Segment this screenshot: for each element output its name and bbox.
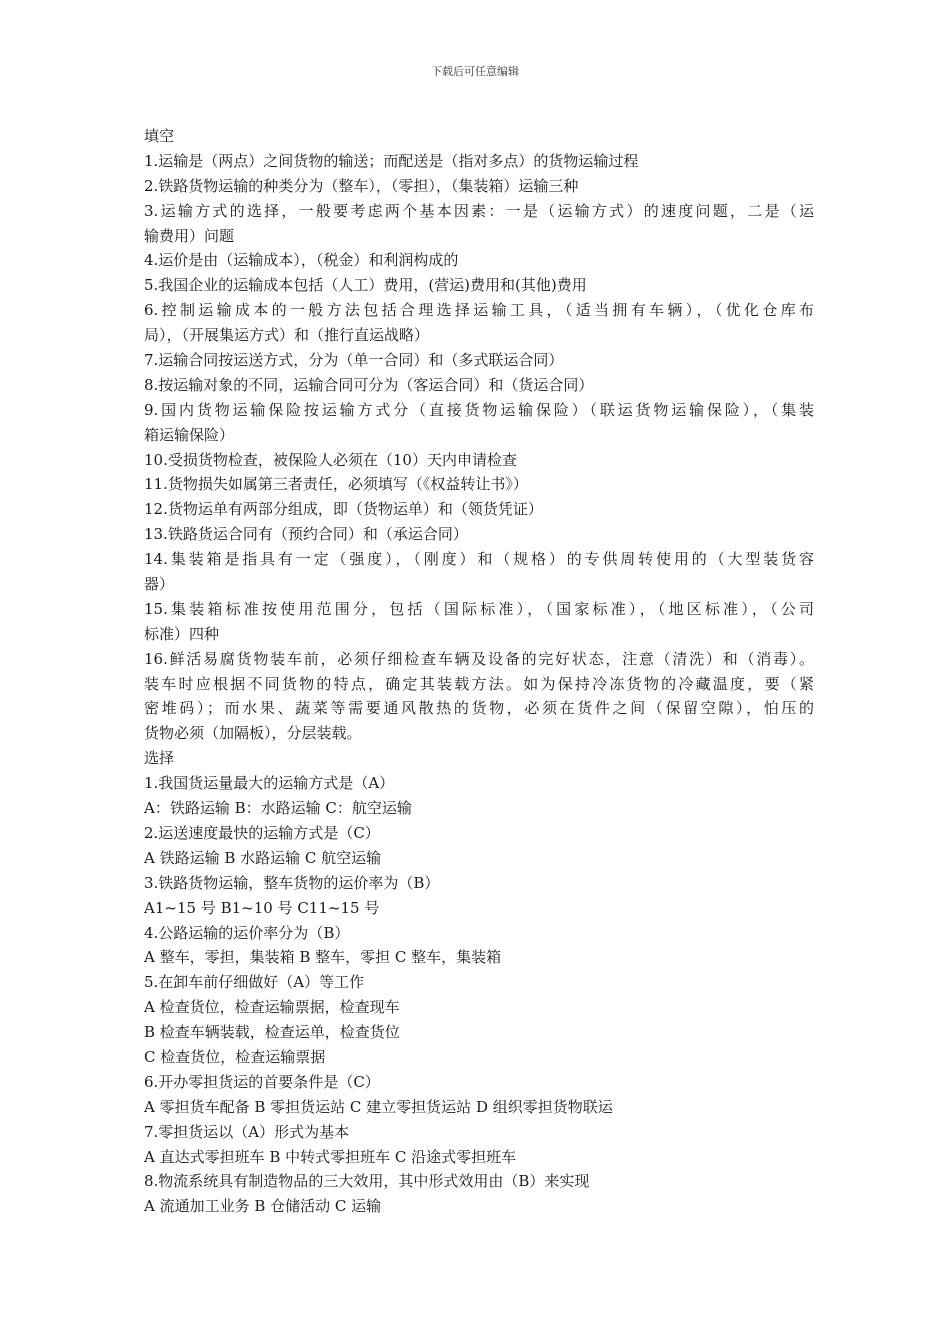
text-line: 3.铁路货物运输，整车货物的运价率为（B）: [144, 873, 440, 892]
text-line: 16.鲜活易腐货物装车前，必须仔细检查车辆及设备的完好状态，注意（清洗）和（消毒）。: [144, 649, 814, 668]
text-line: 6.开办零担货运的首要条件是（C）: [144, 1072, 380, 1091]
text-line: 8.物流系统具有制造物品的三大效用，其中形式效用由（B）来实现: [144, 1172, 590, 1191]
text-line: A 检查货位，检查运输票据，检查现车: [144, 998, 400, 1017]
text-line: 1.我国货运量最大的运输方式是（A）: [144, 774, 395, 793]
text-line: 1.运输是（两点）之间货物的输送；而配送是（指对多点）的货物运输过程: [144, 151, 639, 170]
text-line: 填空: [144, 127, 175, 145]
text-line: A 整车，零担，集装箱 B 整车，零担 C 整车，集装箱: [144, 948, 502, 967]
text-line: 13.铁路货运合同有（预约合同）和（承运合同）: [144, 525, 468, 544]
text-line: A1~15 号 B1~10 号 C11~15 号: [144, 898, 380, 917]
text-line: A：铁路运输 B：水路运输 C：航空运输: [144, 799, 412, 818]
text-line: B 检查车辆装载，检查运单，检查货位: [144, 1023, 400, 1042]
text-line: 箱运输保险）: [144, 425, 235, 444]
text-line: 11.货物损失如属第三者责任，必须填写（《权益转让书》）: [144, 475, 528, 494]
text-line: 2.运送速度最快的运输方式是（C）: [144, 823, 380, 842]
text-line: 5.在卸车前仔细做好（A）等工作: [144, 973, 365, 992]
text-line: A 直达式零担班车 B 中转式零担班车 C 沿途式零担班车: [144, 1147, 517, 1166]
text-line: 14.集装箱是指具有一定（强度），（刚度）和（规格）的专供周转使用的（大型装货容: [144, 550, 814, 569]
text-line: 7.运输合同按运送方式，分为（单一合同）和（多式联运合同）: [144, 351, 564, 370]
text-line: A 铁路运输 B 水路运输 C 航空运输: [144, 848, 382, 867]
text-line: 10.受损货物检查，被保险人必须在（10）天内申请检查: [144, 450, 517, 469]
text-line: 12.货物运单有两部分组成，即（货物运单）和（领货凭证）: [144, 500, 543, 519]
document-body: [144, 124, 814, 1219]
text-line: 标准）四种: [144, 624, 220, 643]
text-line: 4.公路运输的运价率分为（B）: [144, 923, 350, 942]
text-line: 7.零担货运以（A）形式为基本: [144, 1122, 350, 1141]
page-header: 下载后可任意编辑: [431, 65, 519, 78]
text-line: 输费用）问题: [144, 226, 235, 245]
text-line: 器）: [144, 575, 175, 594]
text-line: 3.运输方式的选择，一般要考虑两个基本因素：一是（运输方式）的速度问题，二是（运: [144, 201, 814, 220]
text-line: 密堆码）；而水果、蔬菜等需要通风散热的货物，必须在货件之间（保留空隙），怕压的: [144, 699, 814, 718]
text-line: A 流通加工业务 B 仓储活动 C 运输: [144, 1197, 382, 1216]
text-line: 8.按运输对象的不同，运输合同可分为（客运合同）和（货运合同）: [144, 375, 594, 394]
text-line: 装车时应根据不同货物的特点，确定其装载方法。如为保持冷冻货物的冷藏温度，要（紧: [144, 674, 814, 693]
text-line: 局），（开展集运方式）和（推行直运战略）: [144, 326, 430, 345]
text-line: 15.集装箱标准按使用范围分，包括（国际标准），（国家标准），（地区标准），（公司: [144, 599, 814, 618]
text-line: 货物必须（加隔板），分层装载。: [144, 724, 362, 743]
text-line: 2.铁路货物运输的种类分为（整车），（零担），（集装箱）运输三种: [144, 176, 579, 195]
text-line: 4.运价是由（运输成本），（税金）和利润构成的: [144, 251, 459, 270]
text-line: 9.国内货物运输保险按运输方式分（直接货物运输保险）（联运货物运输保险），（集装: [144, 400, 814, 419]
text-line: C 检查货位，检查运输票据: [144, 1047, 326, 1066]
text-line: A 零担货车配备 B 零担货运站 C 建立零担货运站 D 组织零担货物联运: [144, 1097, 613, 1116]
text-line: 选择: [144, 749, 175, 768]
text-line: 6.控制运输成本的一般方法包括合理选择运输工具，（适当拥有车辆），（优化仓库布: [144, 301, 814, 320]
text-line: 5.我国企业的运输成本包括（人工）费用，(营运)费用和(其他)费用: [144, 276, 587, 295]
